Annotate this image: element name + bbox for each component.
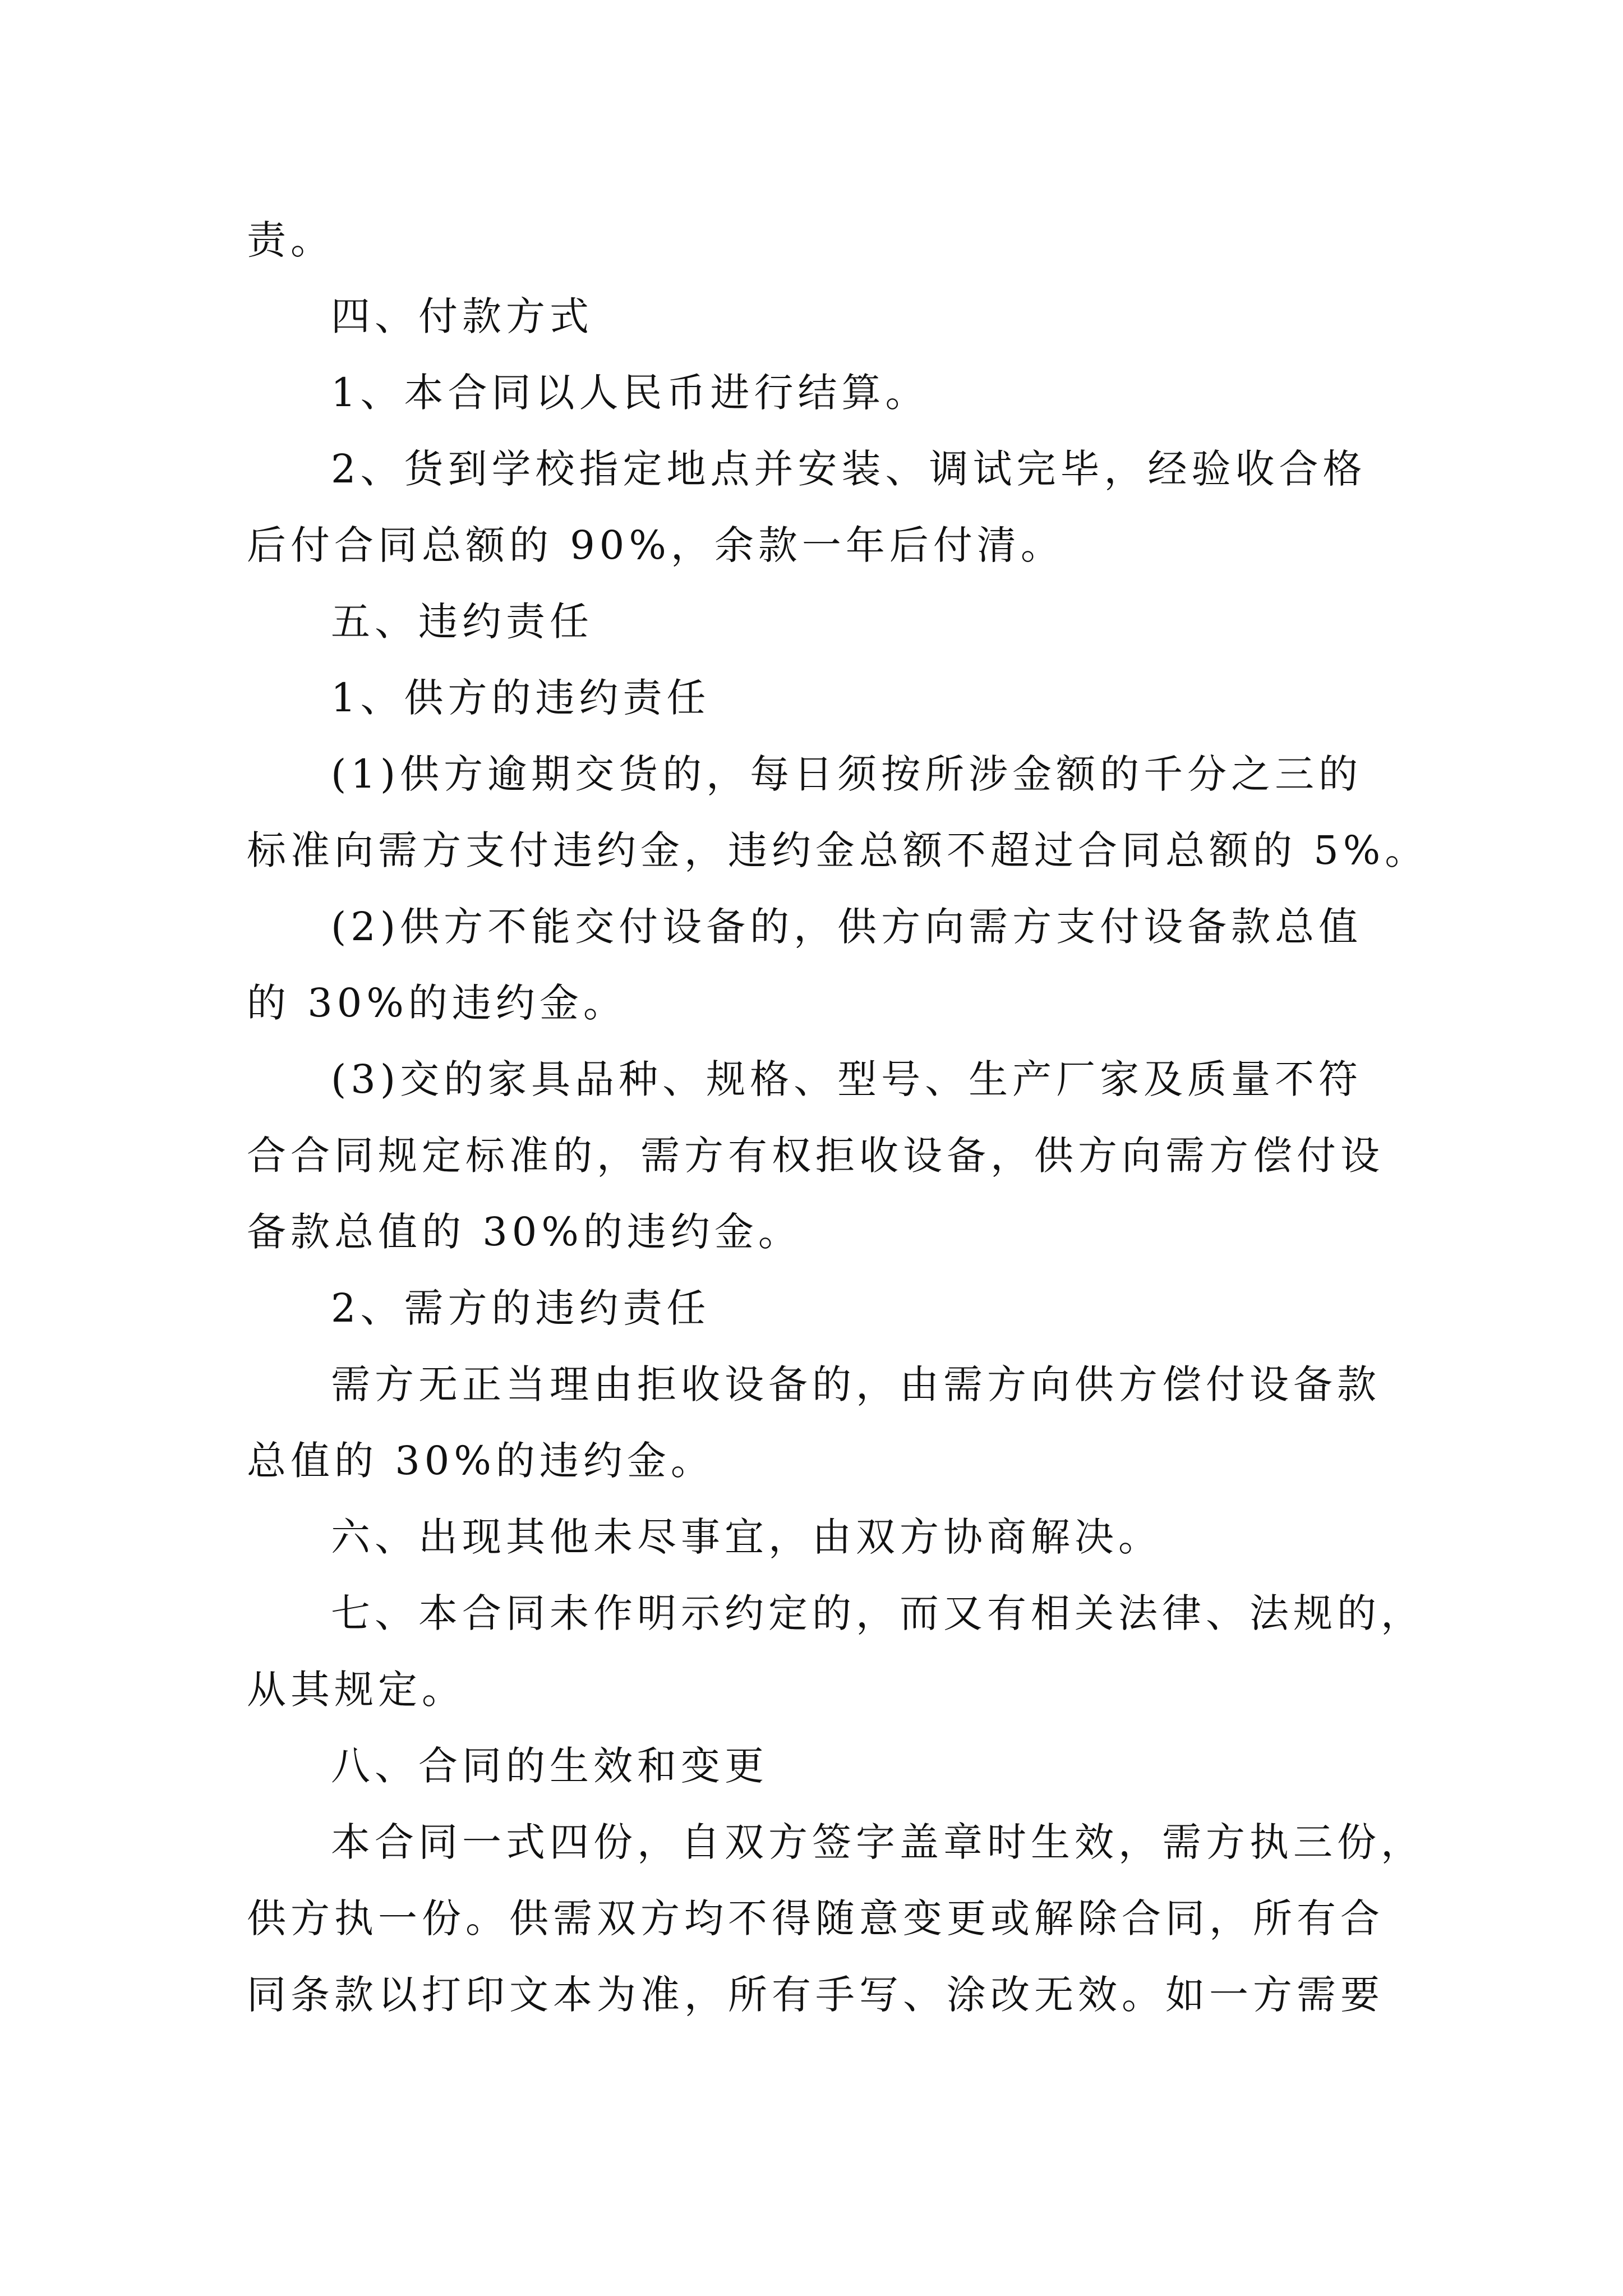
subsection-heading: 1、供方的违约责任 bbox=[331, 675, 711, 721]
text-line: (3)交的家具品种、规格、型号、生产厂家及质量不符 bbox=[331, 1056, 1363, 1102]
text-line: 备款总值的 30%的违约金。 bbox=[247, 1209, 802, 1255]
text-line: 的 30%的违约金。 bbox=[247, 980, 627, 1026]
text-line: 责。 bbox=[247, 217, 334, 263]
text-line: 总值的 30%的违约金。 bbox=[247, 1438, 714, 1484]
text-line: 1、本合同以人民币进行结算。 bbox=[331, 370, 929, 416]
section-heading-liability: 五、违约责任 bbox=[331, 599, 593, 645]
subsection-heading: 2、需方的违约责任 bbox=[331, 1285, 711, 1331]
text-line: 同条款以打印文本为准，所有手写、涂改无效。如一方需要 bbox=[247, 1972, 1384, 2018]
document-body bbox=[247, 202, 1429, 2033]
text-line: 需方无正当理由拒收设备的，由需方向供方偿付设备款 bbox=[331, 1361, 1381, 1407]
text-line: 供方执一份。供需双方均不得随意变更或解除合同，所有合 bbox=[247, 1895, 1384, 1941]
section-heading-effect: 八、合同的生效和变更 bbox=[331, 1743, 768, 1789]
section-heading-other: 六、出现其他未尽事宜，由双方协商解决。 bbox=[331, 1514, 1162, 1560]
text-line: 标准向需方支付违约金，违约金总额不超过合同总额的 5%。 bbox=[247, 827, 1429, 873]
text-line: 2、货到学校指定地点并安装、调试完毕，经验收合格 bbox=[331, 446, 1367, 492]
section-heading-payment: 四、付款方式 bbox=[331, 293, 593, 339]
text-line: (1)供方逾期交货的，每日须按所涉金额的千分之三的 bbox=[331, 751, 1363, 797]
text-line: 从其规定。 bbox=[247, 1667, 465, 1713]
text-line: 本合同一式四份，自双方签字盖章时生效，需方执三份， bbox=[331, 1819, 1424, 1865]
section-heading-law: 七、本合同未作明示约定的，而又有相关法律、法规的， bbox=[331, 1590, 1424, 1636]
text-line: 合合同规定标准的，需方有权拒收设备，供方向需方偿付设 bbox=[247, 1133, 1384, 1179]
text-line: (2)供方不能交付设备的，供方向需方支付设备款总值 bbox=[331, 904, 1363, 950]
text-line: 后付合同总额的 90%，余款一年后付清。 bbox=[247, 522, 1064, 568]
